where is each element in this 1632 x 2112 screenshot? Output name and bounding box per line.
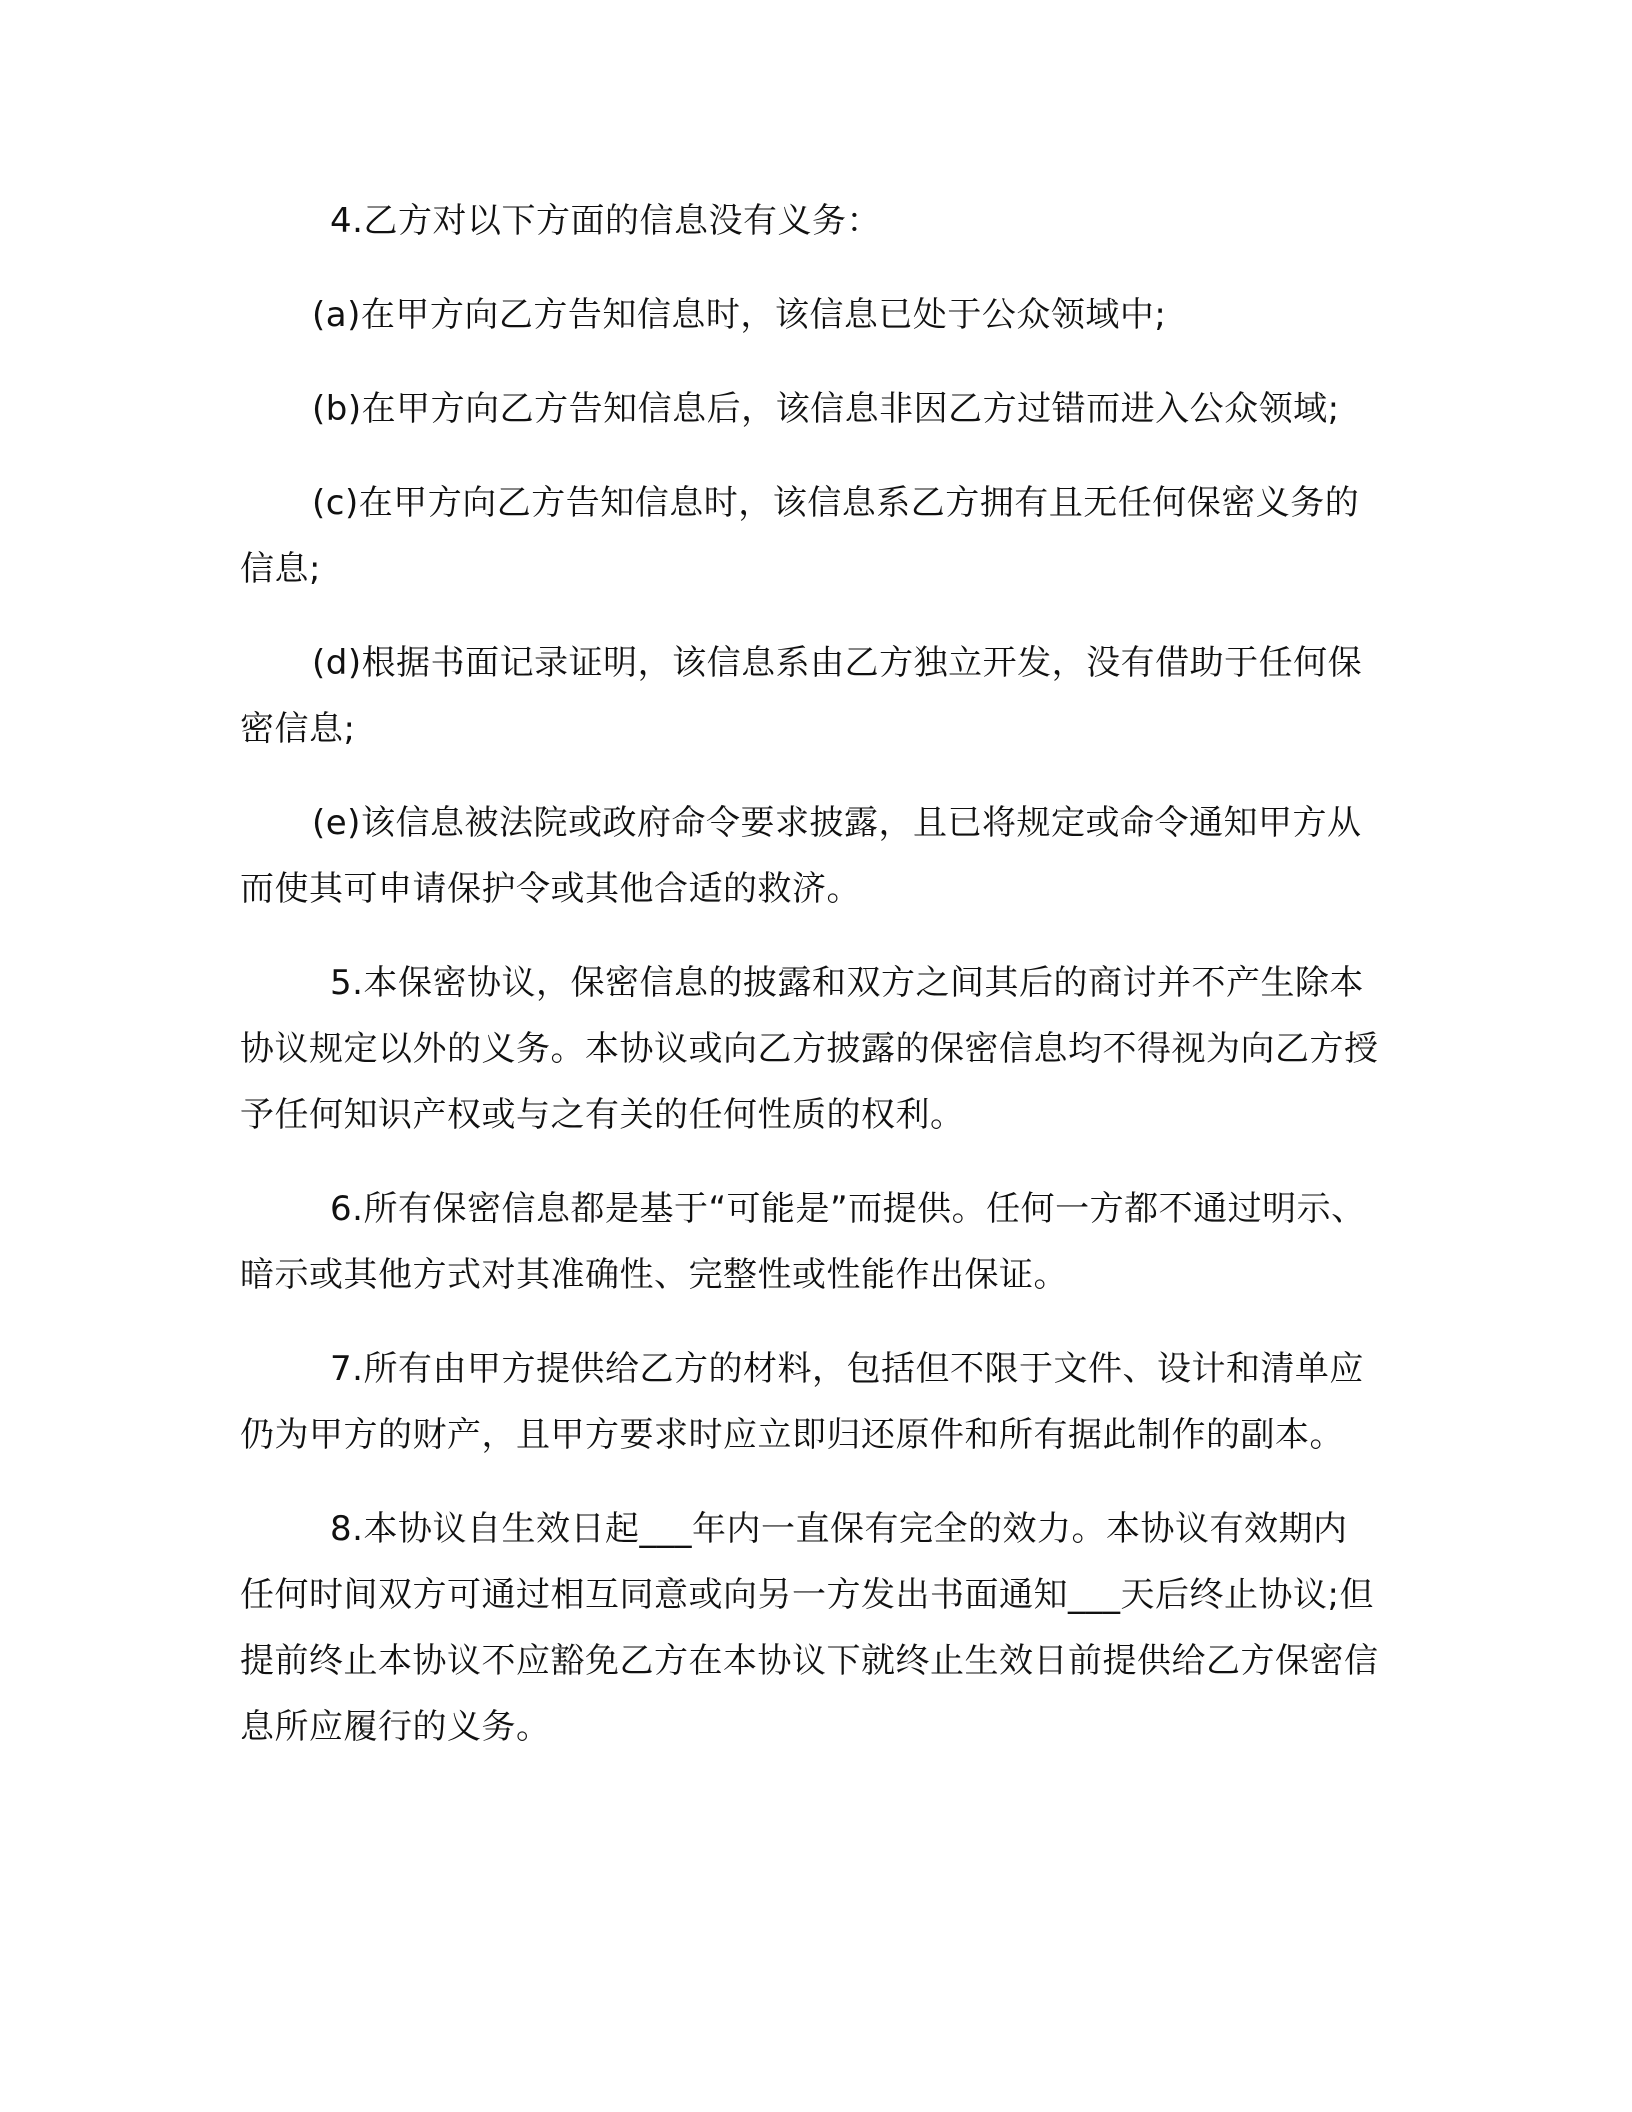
document-body (240, 188, 1380, 1788)
clause-4-item-a: (a)在甲方向乙方告知信息时，该信息已处于公众领域中; (312, 295, 1167, 335)
clause-7: 7.所有由甲方提供给乙方的材料，包括但不限于文件、设计和清单应仍为甲方的财产，且甲方要求时应立即归还原件和所有据此制作的副本。 (240, 1349, 1364, 1455)
clause-4-item-b: (b)在甲方向乙方告知信息后，该信息非因乙方过错而进入公众领域; (312, 389, 1340, 429)
clause-6: 6.所有保密信息都是基于“可能是”而提供。任何一方都不通过明示、暗示或其他方式对其准确性、完整性或性能作出保证。 (240, 1189, 1366, 1295)
clause-5: 5.本保密协议，保密信息的披露和双方之间其后的商讨并不产生除本协议规定以外的义务。本协议或向乙方披露的保密信息均不得视为向乙方授予任何知识产权或与之有关的任何性质的权利。 (240, 963, 1379, 1135)
clause-4-item-d: (d)根据书面记录证明，该信息系由乙方独立开发，没有借助于任何保密信息; (240, 643, 1363, 749)
clause-4-heading: 4.乙方对以下方面的信息没有义务： (330, 201, 881, 241)
clause-4-item-c: (c)在甲方向乙方告知信息时，该信息系乙方拥有且无任何保密义务的信息; (240, 483, 1360, 589)
clause-4-item-e: (e)该信息被法院或政府命令要求披露，且已将规定或命令通知甲方从而使其可申请保护令或其他合适的救济。 (240, 803, 1362, 909)
clause-8: 8.本协议自生效日起___年内一直保有完全的效力。本协议有效期内任何时间双方可通过相互同意或向另一方发出书面通知___天后终止协议;但提前终止本协议不应豁免乙方在本协议下就终止生效日前提供给乙方保密信息所应履行的义务。 (240, 1509, 1379, 1747)
